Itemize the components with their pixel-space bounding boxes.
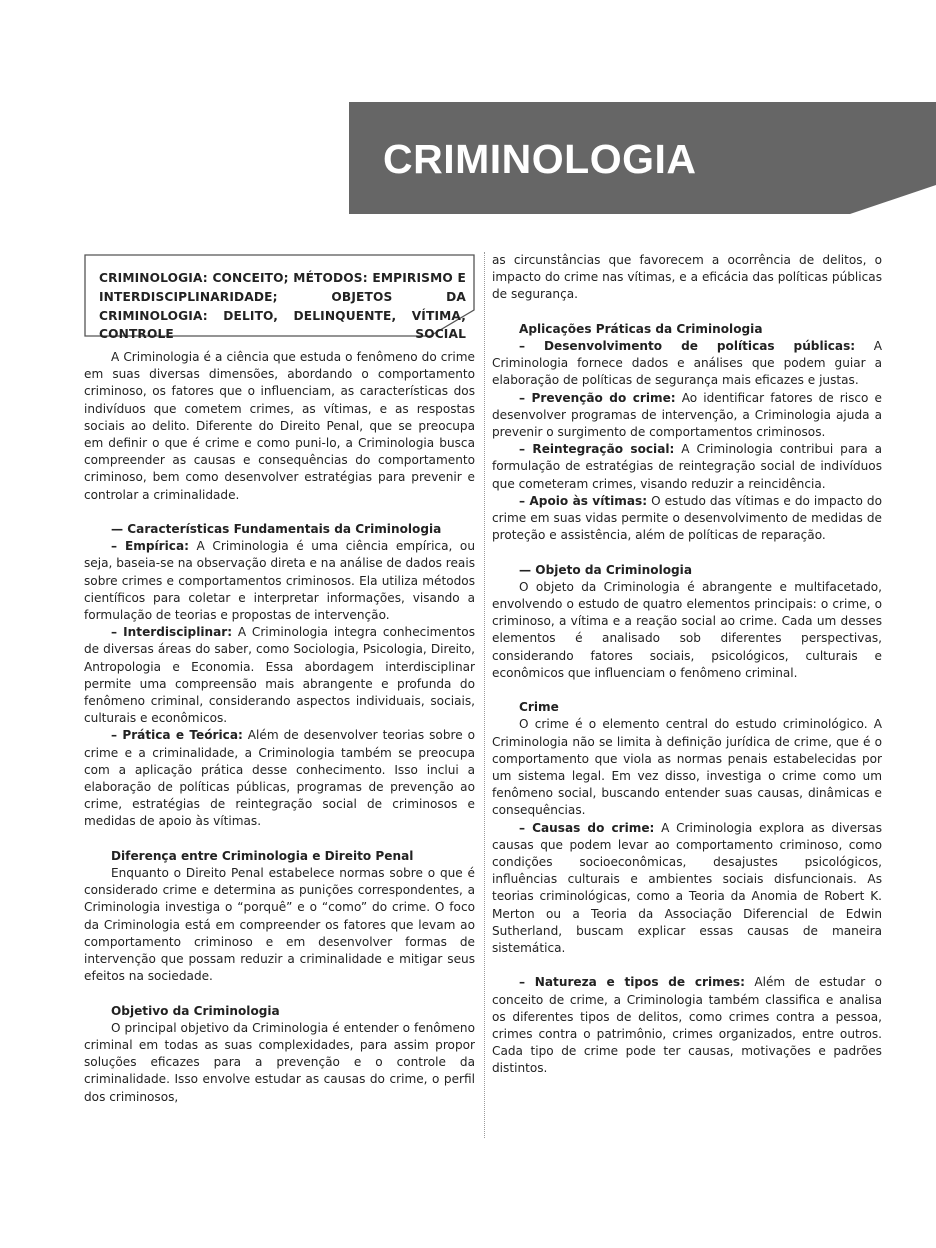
item-label: – Empírica: xyxy=(111,539,189,554)
item-text: Além de estudar o conceito de crime, a Criminologia também classifica e analisa os diferentes tipos de delitos, como crimes contra a pessoa, crimes contra o patrimônio, crimes organizados, entre outros. Cada tipo de crime pode ter causas, motivações e padrões distintos. xyxy=(492,975,882,1076)
list-item xyxy=(492,493,882,545)
item-text: O estudo das vítimas e do impacto do crime em suas vidas permite o desenvolvimento de medidas de proteção e assistência, além de políticas de reparação. xyxy=(492,493,883,543)
item-label: – Causas do crime: xyxy=(519,820,655,835)
item-label: – Interdisciplinar: xyxy=(111,625,233,640)
item-text: A Criminologia contribui para a formulação de estratégias de reintegração social de indivíduos que cometeram crimes, visando reduzir a reincidência. xyxy=(492,442,882,491)
left-column xyxy=(84,349,475,1106)
section-heading-objeto: — Objeto da Criminologia xyxy=(519,562,692,577)
topic-box-text: CRIMINOLOGIA: CONCEITO; MÉTODOS: EMPIRISMO E INTERDISCIPLINARIDADE; OBJETOS DA CRIMINOLOGIA: DELITO, DELINQUENTE, VÍTIMA, CONTROLE SOCIAL xyxy=(99,271,466,342)
objeto-paragraph: O objeto da Criminologia é abrangente e multifacetado, envolvendo o estudo de quatro elementos principais: o crime, o criminoso, a vítima e a reação social ao crime. Cada um desses elementos é analisado sob diferentes perspectivas, considerando fatores sociais, psicológicos, culturais e econômicos que influenciam o fenômeno criminal. xyxy=(492,579,882,680)
list-item xyxy=(492,338,882,390)
list-item xyxy=(84,727,475,830)
item-label: – Prevenção do crime: xyxy=(519,390,676,405)
banner-corner-cut xyxy=(850,185,936,214)
list-item xyxy=(492,820,882,958)
list-item xyxy=(492,390,882,442)
item-text: A Criminologia explora as diversas causas que podem levar ao comportamento criminoso, como condições socioeconômicas, desajustes psicológicos, influências culturais e ambientes sociais disfuncionais. As teorias criminológicas, como a Teoria da Anomia de Robert K. Merton ou a Teoria da Associação Diferencial de Edwin Sutherland, buscam explicar essas causas de maneira sistemática. xyxy=(492,820,882,956)
topic-box xyxy=(84,254,475,342)
item-text: A Criminologia é uma ciência empírica, ou seja, baseia-se na observação direta e na análise de dados reais sobre crimes e comportamentos criminosos. Ela utiliza métodos científicos para coletar e interpretar informações, visando a formulação de teorias e propostas de intervenção. xyxy=(84,539,475,623)
crime-paragraph: O crime é o elemento central do estudo criminológico. A Criminologia não se limita à definição jurídica de crime, que é o comportamento que viola as normas penais estabelecidas por um sistema legal. Em vez disso, investiga o crime como um fenômeno social, buscando entender suas causas, dinâmicas e consequências. xyxy=(492,717,882,818)
item-label: – Reintegração social: xyxy=(519,442,675,457)
section-heading-diferenca: Diferença entre Criminologia e Direito Penal xyxy=(111,848,414,863)
list-item xyxy=(84,624,475,727)
section-heading-aplicacoes: Aplicações Práticas da Criminologia xyxy=(519,321,763,336)
item-label: – Natureza e tipos de crimes: xyxy=(519,975,745,990)
section-heading-crime: Crime xyxy=(519,700,559,715)
objetivo-paragraph: O principal objetivo da Criminologia é entender o fenômeno criminal em todas as suas complexidades, para assim propor soluções eficazes para a prevenção e o controle da criminalidade. Isso envolve estudar as causas do crime, o perfil dos criminosos, xyxy=(84,1020,475,1104)
column-divider xyxy=(484,252,485,1138)
section-heading-caracteristicas: — Características Fundamentais da Criminologia xyxy=(111,522,442,537)
intro-paragraph: A Criminologia é a ciência que estuda o fenômeno do crime em suas diversas dimensões, abordando o comportamento criminoso, os fatores que o influenciam, as características dos indivíduos que cometem crimes, as vítimas, e as respostas sociais ao delito. Diferente do Direito Penal, que se preocupa em definir o que é crime e como puni-lo, a Criminologia busca compreender as causas e consequências do comportamento criminoso, bem como desenvolver estratégias para prevenir e controlar a criminalidade. xyxy=(84,350,475,502)
item-label: – Desenvolvimento de políticas públicas: xyxy=(519,339,856,353)
item-text: A Criminologia fornece dados e análises que podem guiar a elaboração de políticas de segurança mais eficazes e justas. xyxy=(492,339,882,388)
page-title: CRIMINOLOGIA xyxy=(383,136,697,182)
continuation-paragraph: as circunstâncias que favorecem a ocorrência de delitos, o impacto do crime nas vítimas, e a eficácia das políticas públicas de segurança. xyxy=(492,253,882,302)
item-label: – Prática e Teórica: xyxy=(111,728,243,743)
section-heading-objetivo: Objetivo da Criminologia xyxy=(111,1003,280,1018)
diferenca-paragraph: Enquanto o Direito Penal estabelece normas sobre o que é considerado crime e determina as punições correspondentes, a Criminologia investiga o “porquê” e o “como” do crime. O foco da Criminologia está em compreender os fatores que levam ao comportamento criminoso e em desenvolver formas de intervenção que possam reduzir a criminalidade e mitigar seus efeitos na sociedade. xyxy=(84,866,475,984)
item-label: – Apoio às vítimas: xyxy=(519,493,648,508)
list-item xyxy=(84,538,475,624)
item-text: Além de desenvolver teorias sobre o crime e a criminalidade, a Criminologia também se preocupa com a aplicação prática desse conhecimento. Isso inclui a elaboração de políticas públicas, programas de prevenção ao crime, estratégias de reintegração social de criminosos e medidas de apoio às vítimas. xyxy=(84,728,475,829)
list-item xyxy=(492,974,882,1077)
item-text: Ao identificar fatores de risco e desenvolver programas de intervenção, a Criminologia ajuda a prevenir o surgimento de comportamentos criminosos. xyxy=(492,390,882,440)
item-text: A Criminologia integra conhecimentos de diversas áreas do saber, como Sociologia, Psicologia, Direito, Antropologia e Economia. Essa abordagem interdisciplinar permite uma compreensão mais abrangente e profunda do fenômeno criminal, considerando aspectos individuais, sociais, culturais e econômicos. xyxy=(84,625,476,726)
list-item xyxy=(492,441,882,493)
right-column xyxy=(492,252,882,1078)
